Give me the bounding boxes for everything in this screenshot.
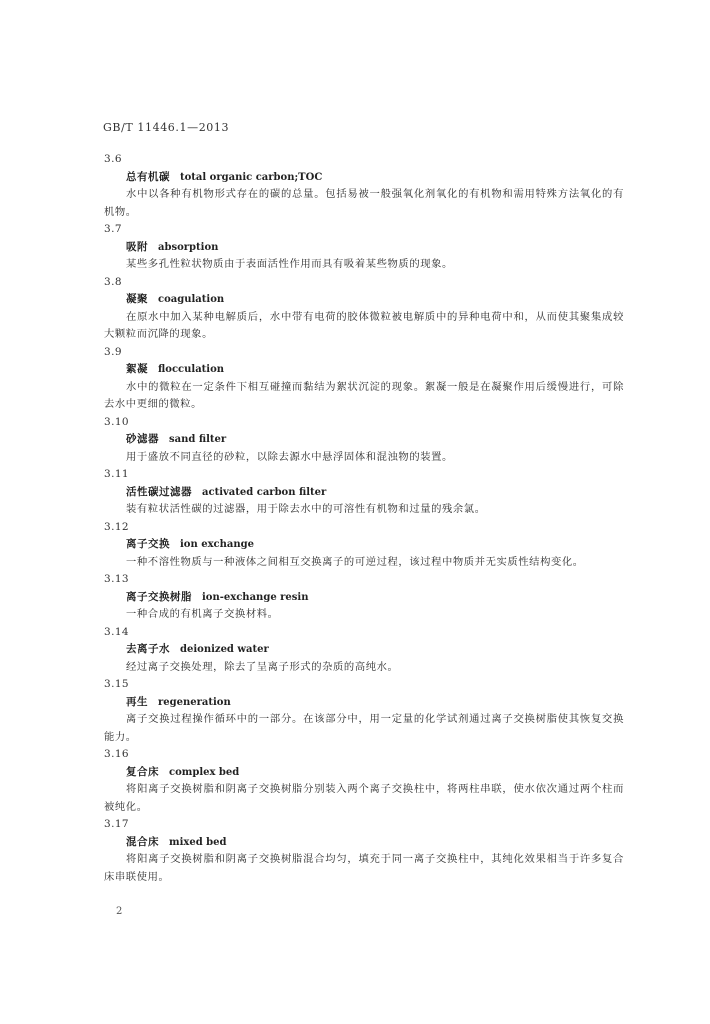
term-english: regeneration: [158, 696, 231, 708]
term-english: total organic carbon;TOC: [180, 171, 323, 183]
clause-number: 3.12: [104, 520, 129, 533]
term-chinese: 混合床: [126, 835, 159, 848]
term-heading: [104, 239, 624, 257]
term-entry: [104, 221, 624, 274]
term-heading: [104, 694, 624, 712]
term-entry: [104, 624, 624, 677]
standard-header: GB/T 11446.1—2013: [103, 121, 230, 134]
term-english: activated carbon filter: [202, 486, 327, 498]
clause-number: 3.15: [104, 678, 129, 690]
term-heading: [104, 536, 624, 554]
term-definition: 在原水中加入某种电解质后，水中带有电荷的胶体微粒被电解质中的异种电荷中和，从而使其聚集成较大颗粒而沉降的现象。: [104, 310, 624, 340]
term-heading: [104, 834, 624, 852]
term-heading: [104, 764, 624, 782]
term-chinese: 吸附: [126, 240, 148, 253]
term-entry: [104, 466, 624, 519]
term-english: ion exchange: [180, 539, 255, 550]
term-entry: [104, 151, 624, 221]
term-definition: 一种不溶性物质与一种液体之间相互交换离子的可逆过程，该过程中物质并无实质性结构变化。: [126, 555, 584, 568]
term-entry: [104, 676, 624, 746]
clause-number: 3.9: [104, 345, 122, 358]
term-heading: [104, 431, 624, 449]
term-english: coagulation: [158, 294, 225, 305]
clause-number: 3.11: [104, 468, 129, 480]
term-entry: [104, 571, 624, 624]
clause-number: 3.13: [104, 573, 129, 585]
term-definition: 将阳离子交换树脂和阴离子交换树脂分别装入两个离子交换柱中，将两柱串联，使水依次通过两个柱而被纯化。: [104, 783, 624, 813]
term-chinese: 去离子水: [126, 643, 170, 655]
clause-number: 3.14: [104, 625, 129, 638]
clause-number: 3.6: [104, 153, 122, 165]
term-chinese: 离子交换: [126, 538, 170, 550]
page-number: 2: [116, 906, 123, 917]
term-definition: 将阳离子交换树脂和阴离子交换树脂混合均匀，填充于同一离子交换柱中，其纯化效果相当于许多复合床串联使用。: [104, 853, 624, 883]
term-english: deionized water: [180, 644, 269, 655]
term-chinese: 絮凝: [126, 363, 148, 375]
term-chinese: 离子交换树脂: [126, 590, 192, 603]
clause-number: 3.16: [104, 748, 129, 760]
clause-number: 3.7: [104, 223, 122, 235]
term-heading: [104, 361, 624, 379]
term-chinese: 砂滤器: [126, 433, 159, 445]
term-definition: 离子交换过程操作循环中的一部分。在该部分中，用一定量的化学试剂通过离子交换树脂使其恢复交换能力。: [104, 713, 624, 743]
term-heading: [104, 589, 624, 607]
clause-number: 3.17: [104, 818, 129, 830]
term-entry: [104, 816, 624, 886]
clause-number: 3.10: [104, 415, 129, 428]
term-definition: 水中的微粒在一定条件下相互碰撞而黏结为絮状沉淀的现象。絮凝一般是在凝聚作用后缓慢进行，可除去水中更细的微粒。: [104, 380, 624, 410]
terms-list: [104, 151, 624, 886]
clause-number: 3.8: [104, 275, 122, 288]
term-heading: [104, 641, 624, 659]
term-heading: [104, 169, 624, 187]
term-definition: 水中以各种有机物形式存在的碳的总量。包括易被一般强氧化剂氧化的有机物和需用特殊方法氧化的有机物。: [104, 188, 624, 218]
term-english: complex bed: [169, 766, 240, 778]
term-entry: [104, 274, 624, 344]
term-chinese: 复合床: [126, 765, 159, 778]
term-chinese: 再生: [126, 695, 148, 708]
term-definition: 装有粒状活性碳的过滤器，用于除去水中的可溶性有机物和过量的残余氯。: [126, 503, 486, 515]
term-heading: [104, 484, 624, 502]
term-heading: [104, 291, 624, 309]
term-definition: 某些多孔性粒状物质由于表面活性作用而具有吸着某些物质的现象。: [126, 258, 453, 270]
term-entry: [104, 519, 624, 572]
term-definition: 经过离子交换处理，除去了呈离子形式的杂质的高纯水。: [126, 660, 399, 673]
term-definition: 一种合成的有机离子交换材料。: [126, 608, 279, 620]
term-english: flocculation: [158, 364, 225, 375]
term-chinese: 凝聚: [126, 293, 148, 305]
term-english: mixed bed: [169, 836, 227, 848]
term-chinese: 活性碳过滤器: [126, 485, 192, 498]
term-entry: [104, 344, 624, 414]
term-entry: [104, 746, 624, 816]
term-chinese: 总有机碳: [126, 170, 170, 183]
term-entry: [104, 414, 624, 467]
term-english: ion-exchange resin: [202, 591, 309, 603]
term-english: sand filter: [169, 434, 227, 445]
term-english: absorption: [158, 241, 219, 253]
term-definition: 用于盛放不同直径的砂粒，以除去源水中悬浮固体和混浊物的装置。: [126, 450, 453, 463]
